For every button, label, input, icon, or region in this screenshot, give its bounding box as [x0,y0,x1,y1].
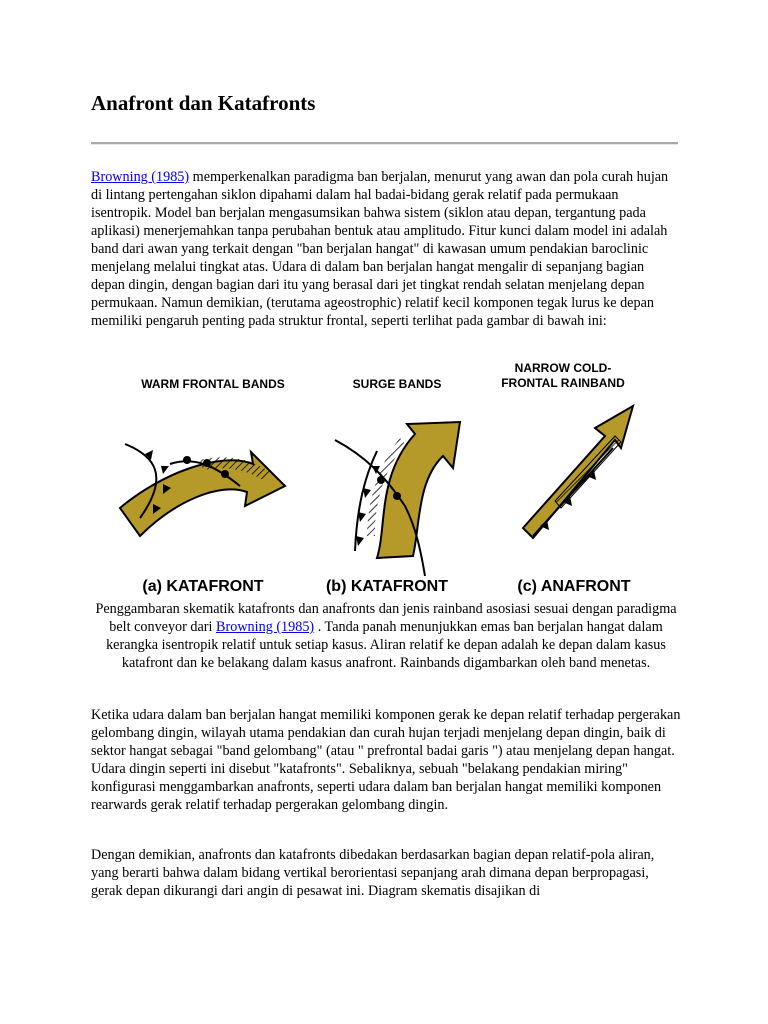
diagram-b-katafront [335,422,460,576]
paragraph-intro [91,168,681,330]
title-divider [91,142,678,145]
rainband-hatch-c [555,436,621,508]
label-narrow-cold-1: NARROW COLD- [514,361,612,375]
diagram-c-anafront [523,406,633,538]
conveyor-arrow-c [523,406,633,538]
frontal-diagram [115,356,655,602]
label-b-katafront: (b) KATAFRONT [325,578,449,595]
caption-text-after: . Tanda panah menunjukkan emas ban berjalan hangat dalam kerangka isentropik relatif untuk setiap kasus. Aliran relatif ke depan adalah ke depan dalam kasus katafront dan ke belakang dalam kasus anafront. Rainbands digambarkan oleh band menetas. [106,619,666,671]
caption-text-before: Penggambaran skematik katafronts dan anafronts dan jenis rainband asosiasi sesuai dengan paradigma belt conveyor dari [95,601,677,635]
page-title: Anafront dan Katafronts [91,91,316,115]
figure-caption [91,600,681,672]
label-surge-bands: SURGE BANDS [352,377,442,391]
label-warm-frontal-bands: WARM FRONTAL BANDS [141,377,285,391]
paragraph-anafront: Dengan demikian, anafronts dan katafronts dibedakan berdasarkan bagian depan relatif-pola aliran, yang berarti bahwa dalam bidang vertikal berorientasi sepanjang arah dimana depan berpropagasi, gerak depan dikurangi dari angin di pesawat ini. Diagram skematis disajikan di [91,847,655,899]
diagram-a-katafront [120,444,285,536]
paragraph-katafront: Ketika udara dalam ban berjalan hangat memiliki komponen gerak ke depan relatif terhadap pergerakan gelombang dingin, wilayah utama pendakian dan curah hujan terjadi menjelang depan dingin, baik di sektor hangat sebagai "band gelombang" (atau " prefrontal badai garis ") atau menjelang depan hangat. Udara dingin seperti ini disebut "katafronts". Sebaliknya, sebuah "belakang pendakian miring" konfigurasi menggambarkan anafronts, seperti udara dalam ban berjalan hangat memiliki komponen rearwards gerak relatif terhadap pergerakan gelombang dingin. [91,707,681,813]
caption-browning-link[interactable]: Browning (1985) [216,619,315,635]
label-narrow-cold-2: FRONTAL RAINBAND [501,376,625,390]
paragraph-intro-text: memperkenalkan paradigma ban berjalan, menurut yang awan dan pola curah hujan di lintang pertengahan siklon dipahami dalam hal badai-bidang gerak relatif pada permukaan isentropik. Model ban berjalan mengasumsikan bahwa sistem (siklon atau depan, tergantung pada aplikasi) menerjemahkan tanpa perubahan bentuk atau amplitudo. Fitur kunci dalam model ini adalah band dari awan yang terkait dengan "ban berjalan hangat" di kawasan umum pendakian baroclinic menjelang melalui tingkat atas. Udara di dalam ban berjalan hangat mengalir di sepanjang bagian depan dingin, dengan bagian dari itu yang berasal dari jet tingkat rendah selatan menjelang depan permukaan. Namun demikian, (terutama ageostrophic) relatif kecil komponen tegak lurus ke depan memiliki pengaruh penting pada struktur frontal, seperti terlihat pada gambar di bawah ini: [91,169,669,329]
label-a-katafront: (a) KATAFRONT [142,578,264,595]
conveyor-arrow-b [377,422,460,558]
browning-link[interactable]: Browning (1985) [91,169,190,185]
label-c-anafront: (c) ANAFRONT [517,578,631,595]
